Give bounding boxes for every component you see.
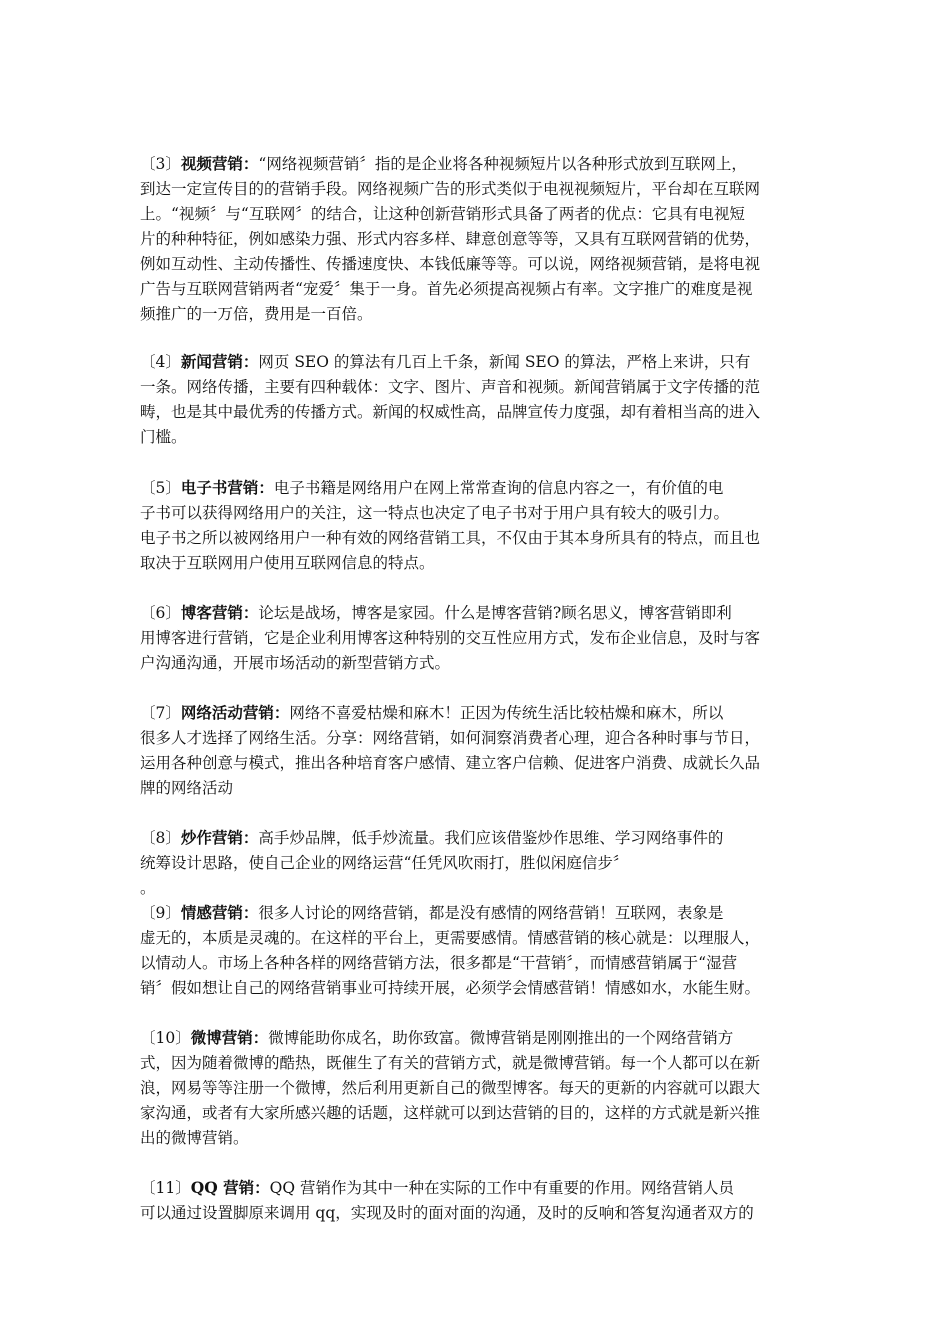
section-10-line-5: 出的微博营销。 bbox=[140, 1129, 249, 1147]
section-9-line-3: 以情动人。市场上各种各样的网络营销方法，很多都是“干营销〞，而情感营销属于“湿营 bbox=[140, 954, 738, 972]
section-10-line-1 bbox=[140, 1027, 733, 1051]
section-3-line-7: 频推广的一万倍，费用是一百倍。 bbox=[140, 305, 373, 323]
section-10-number: 〔10〕 bbox=[140, 1029, 191, 1047]
section-4-line-4: 门槛。 bbox=[140, 428, 187, 446]
section-10-line-3: 浪，网易等等注册一个微博，然后利用更新自己的微型博客。每天的更新的内容就可以跟大 bbox=[140, 1079, 761, 1097]
section-3-line-3: 上。“视频〞与“互联网〞的结合，让这种创新营销形式具备了两者的优点：它具有电视短 bbox=[140, 205, 745, 223]
section-6-number: 〔6〕 bbox=[140, 604, 181, 622]
section-6-title: 博客营销： bbox=[180, 603, 259, 622]
section-9-line-4: 销〞假如想让自己的网络营销事业可持续开展，必须学会情感营销！情感如水，水能生财。 bbox=[140, 979, 761, 997]
section-11-line-2: 可以通过设置脚原来调用 qq，实现及时的面对面的沟通，及时的反响和答复沟通者双方的 bbox=[140, 1204, 754, 1222]
section-8-line-3: 。 bbox=[140, 879, 156, 897]
section-8-line-2: 统筹设计思路，使自己企业的网络运营“任凭风吹雨打，胜似闲庭信步〞 bbox=[140, 854, 629, 872]
section-4-title: 新闻营销： bbox=[180, 352, 259, 371]
section-10-line-2: 式，因为随着微博的酷热，既催生了有关的营销方式，就是微博营销。每一个人都可以在新 bbox=[140, 1054, 761, 1072]
section-8-text: 高手炒品牌，低手炒流量。我们应该借鉴炒作思维、学习网络事件的 bbox=[258, 829, 724, 847]
section-7-text: 网络不喜爱枯燥和麻木！正因为传统生活比较枯燥和麻木，所以 bbox=[289, 704, 724, 722]
section-6-text: 论坛是战场，博客是家园。什么是博客营销?顾名思义，博客营销即利 bbox=[258, 604, 732, 622]
section-3-line-2: 到达一定宣传目的的营销手段。网络视频广告的形式类似于电视视频短片，平台却在互联网 bbox=[140, 180, 761, 198]
section-4-number: 〔4〕 bbox=[140, 353, 181, 371]
section-7-number: 〔7〕 bbox=[140, 704, 181, 722]
section-9-line-2: 虚无的，本质是灵魂的。在这样的平台上，更需要感情。情感营销的核心就是：以理服人， bbox=[140, 929, 761, 947]
section-4-line-1 bbox=[140, 351, 750, 375]
section-5-text: 电子书籍是网络用户在网上常常查询的信息内容之一，有价值的电 bbox=[273, 479, 724, 497]
section-3-line-1 bbox=[140, 153, 747, 177]
section-4-line-3: 畴，也是其中最优秀的传播方式。新闻的权威性高，品牌宣传力度强，却有着相当高的进入 bbox=[140, 403, 761, 421]
section-4-text: 网页 SEO 的算法有几百上千条，新闻 SEO 的算法，严格上来讲，只有 bbox=[258, 353, 751, 371]
section-10-text: 微博能助你成名，助你致富。微博营销是刚刚推出的一个网络营销方 bbox=[268, 1029, 734, 1047]
section-7-line-4: 牌的网络活动 bbox=[140, 779, 234, 797]
section-9-line-1 bbox=[140, 902, 723, 926]
section-3-number: 〔3〕 bbox=[140, 155, 181, 173]
section-8-line-1 bbox=[140, 827, 723, 851]
section-6-line-1 bbox=[140, 602, 732, 626]
section-9-number: 〔9〕 bbox=[140, 904, 181, 922]
section-6-line-3: 户沟通沟通，开展市场活动的新型营销方式。 bbox=[140, 654, 451, 672]
section-4-line-2: 一条。网络传播，主要有四种载体：文字、图片、声音和视频。新闻营销属于文字传播的范 bbox=[140, 378, 761, 396]
section-11-line-1 bbox=[140, 1177, 734, 1201]
section-3-text: “网络视频营销〞指的是企业将各种视频短片以各种形式放到互联网上， bbox=[258, 155, 747, 173]
section-11-text: QQ 营销作为其中一种在实际的工作中有重要的作用。网络营销人员 bbox=[269, 1179, 734, 1197]
section-5-line-2: 子书可以获得网络用户的关注，这一特点也决定了电子书对于用户具有较大的吸引力。 bbox=[140, 504, 730, 522]
section-7-line-3: 运用各种创意与模式，推出各种培育客户感情、建立客户信赖、促进客户消费、成就长久品 bbox=[140, 754, 761, 772]
section-9-title: 情感营销： bbox=[180, 903, 259, 922]
section-10-title: 微博营销： bbox=[190, 1028, 269, 1047]
section-5-number: 〔5〕 bbox=[140, 479, 181, 497]
section-11-number: 〔11〕 bbox=[140, 1179, 191, 1197]
section-11-title: QQ 营销： bbox=[190, 1178, 270, 1197]
section-8-title: 炒作营销： bbox=[180, 828, 259, 847]
section-5-title: 电子书营销： bbox=[180, 478, 274, 497]
section-3-line-6: 广告与互联网营销两者“宠爱〞集于一身。首先必须提高视频占有率。文字推广的难度是视 bbox=[140, 280, 753, 298]
section-6-line-2: 用博客进行营销，它是企业利用博客这种特别的交互性应用方式，发布企业信息，及时与客 bbox=[140, 629, 761, 647]
section-3-line-4: 片的种种特征，例如感染力强、形式内容多样、肆意创意等等，又具有互联网营销的优势， bbox=[140, 230, 761, 248]
section-3-title: 视频营销： bbox=[180, 154, 259, 173]
section-7-line-2: 很多人才选择了网络生活。分享：网络营销，如何洞察消费者心理，迎合各种时事与节日， bbox=[140, 729, 761, 747]
section-5-line-1 bbox=[140, 477, 723, 501]
section-8-number: 〔8〕 bbox=[140, 829, 181, 847]
section-3-line-5: 例如互动性、主动传播性、传播速度快、本钱低廉等等。可以说，网络视频营销，是将电视 bbox=[140, 255, 761, 273]
section-5-line-4: 取决于互联网用户使用互联网信息的特点。 bbox=[140, 554, 435, 572]
section-9-text: 很多人讨论的网络营销，都是没有感情的网络营销！互联网，表象是 bbox=[258, 904, 724, 922]
section-7-line-1 bbox=[140, 702, 723, 726]
section-5-line-3: 电子书之所以被网络用户一种有效的网络营销工具，不仅由于其本身所具有的特点，而且也 bbox=[140, 529, 761, 547]
section-7-title: 网络活动营销： bbox=[180, 703, 290, 722]
section-10-line-4: 家沟通，或者有大家所感兴趣的话题，这样就可以到达营销的目的，这样的方式就是新兴推 bbox=[140, 1104, 761, 1122]
